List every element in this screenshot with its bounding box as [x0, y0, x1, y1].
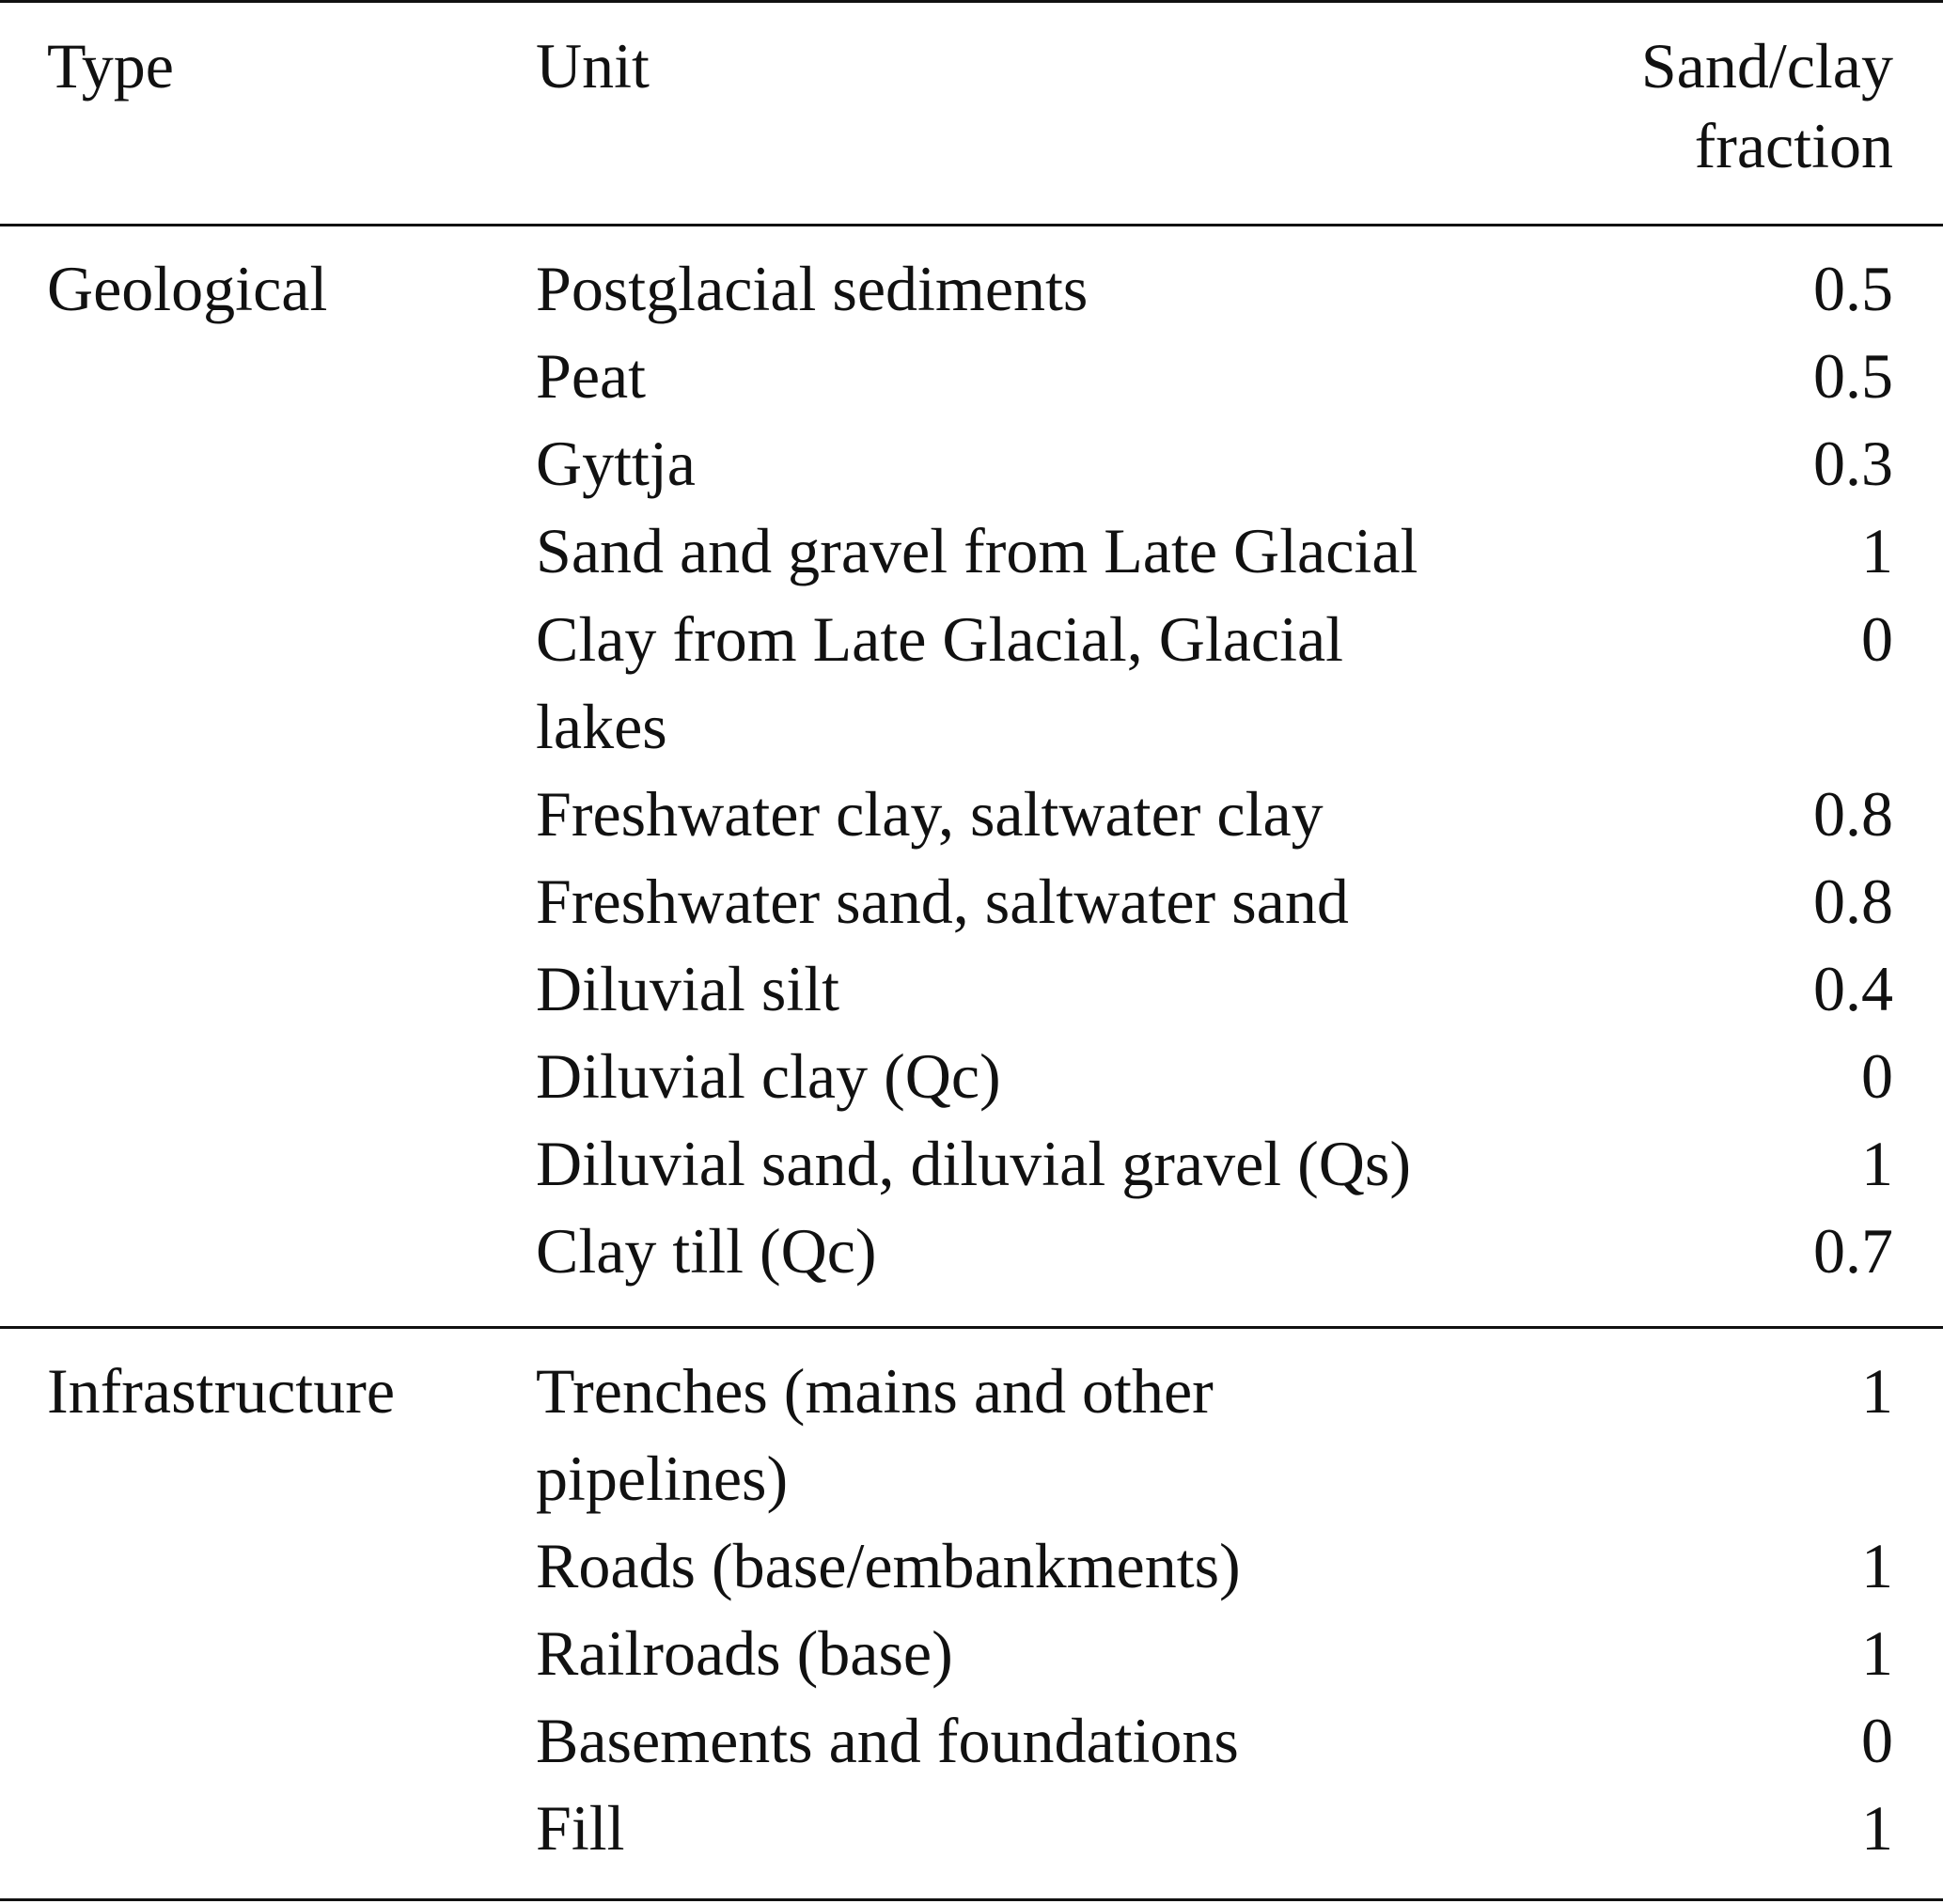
- unit-cell: Sand and gravel from Late Glacial: [536, 515, 1418, 586]
- unit-cell-continuation: pipelines): [536, 1443, 789, 1514]
- header-fraction-line1: Sand/clay: [1640, 30, 1893, 101]
- group-separator-rule: [0, 1326, 1943, 1329]
- unit-cell: Diluvial sand, diluvial gravel (Qs): [536, 1128, 1412, 1199]
- unit-cell: Postglacial sediments: [536, 253, 1089, 324]
- fraction-cell: 0.4: [1813, 953, 1893, 1024]
- top-rule: [0, 0, 1943, 3]
- fraction-cell: 0.8: [1813, 778, 1893, 850]
- unit-cell: Clay till (Qc): [536, 1215, 877, 1287]
- fraction-cell: 1: [1861, 515, 1893, 586]
- group-type-infrastructure: Infrastructure: [47, 1355, 396, 1427]
- fraction-cell: 0.8: [1813, 866, 1893, 937]
- unit-cell: Trenches (mains and other: [536, 1355, 1214, 1427]
- header-type: Type: [47, 30, 174, 101]
- fraction-cell: 0: [1861, 1705, 1893, 1776]
- fraction-cell: 0.5: [1813, 253, 1893, 324]
- fraction-cell: 1: [1861, 1355, 1893, 1427]
- unit-cell: Fill: [536, 1792, 625, 1864]
- unit-cell: Diluvial clay (Qc): [536, 1040, 1001, 1112]
- unit-cell-continuation: lakes: [536, 691, 667, 762]
- fraction-cell: 0.5: [1813, 340, 1893, 412]
- unit-cell: Freshwater sand, saltwater sand: [536, 866, 1349, 937]
- fraction-cell: 0: [1861, 1040, 1893, 1112]
- fraction-cell: 1: [1861, 1530, 1893, 1601]
- fraction-cell: 1: [1861, 1792, 1893, 1864]
- unit-cell: Gyttja: [536, 428, 696, 499]
- fraction-cell: 1: [1861, 1128, 1893, 1199]
- fraction-cell: 0.3: [1813, 428, 1893, 499]
- fraction-cell: 0.7: [1813, 1215, 1893, 1287]
- unit-cell: Basements and foundations: [536, 1705, 1239, 1776]
- fraction-cell: 1: [1861, 1617, 1893, 1689]
- unit-cell: Clay from Late Glacial, Glacial: [536, 603, 1344, 675]
- fraction-cell: 0: [1861, 603, 1893, 675]
- unit-cell: Peat: [536, 340, 647, 412]
- unit-cell: Freshwater clay, saltwater clay: [536, 778, 1324, 850]
- unit-cell: Diluvial silt: [536, 953, 839, 1024]
- header-rule: [0, 224, 1943, 226]
- unit-cell: Railroads (base): [536, 1617, 953, 1689]
- header-unit: Unit: [536, 30, 650, 101]
- header-fraction-line2: fraction: [1694, 110, 1893, 181]
- group-type-geological: Geological: [47, 253, 328, 324]
- unit-cell: Roads (base/embankments): [536, 1530, 1241, 1601]
- bottom-rule: [0, 1898, 1943, 1901]
